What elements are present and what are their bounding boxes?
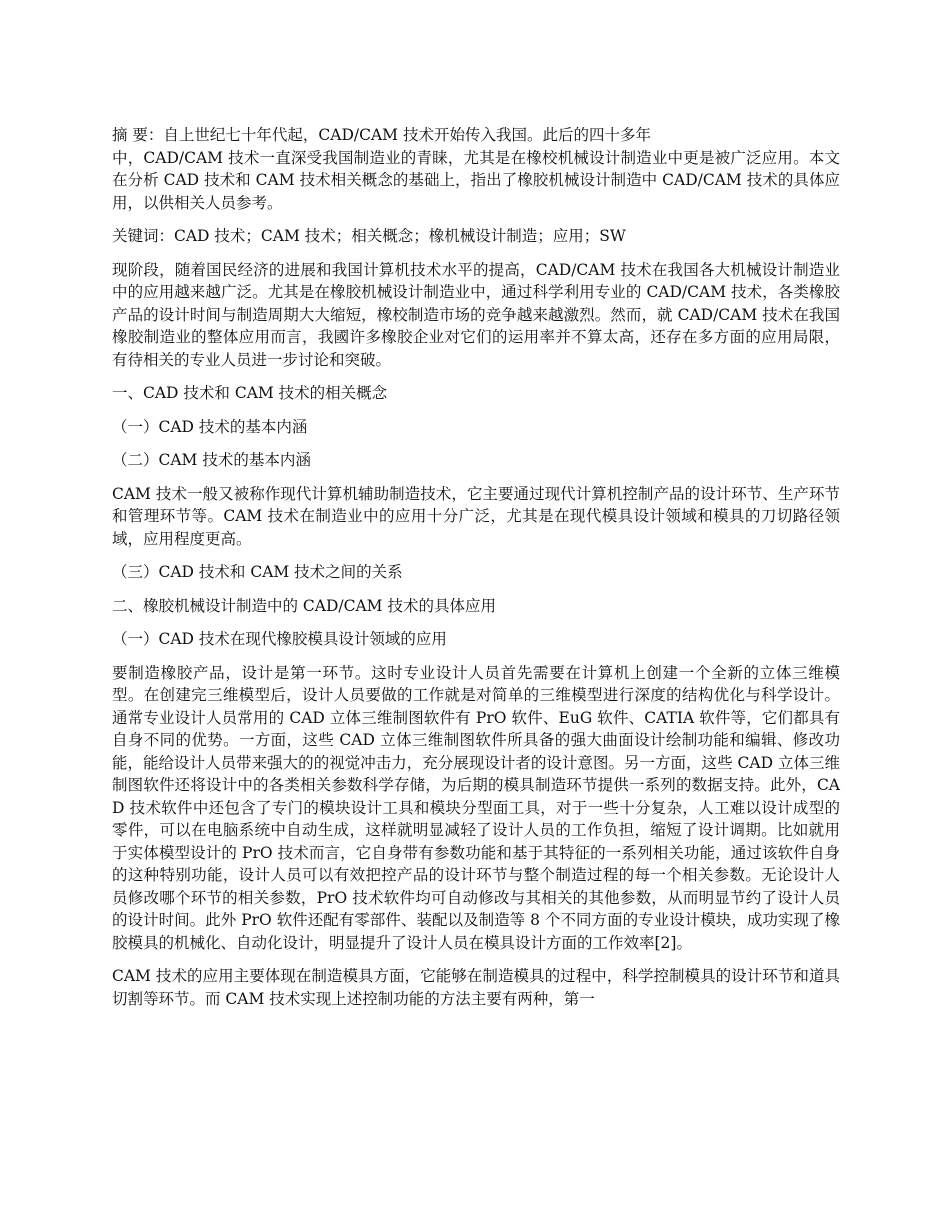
abstract-paragraph xyxy=(112,124,840,214)
section1-heading: 一、CAD 技术和 CAM 技术的相关概念 xyxy=(112,384,388,402)
section2-heading: 二、橡胶机械设计制造中的 CAD/CAM 技术的具体应用 xyxy=(112,596,496,615)
abstract-rest: 中，CAD/CAM 技术一直深受我国制造业的青睐，尤其是在橡校机械设计制造业中更是被广泛应用。本文在分析 CAD 技术和 CAM 技术相关概念的基础上，指出了橡胶机械设计制造中 CAD/CAM 技术的具体应用，以供相关人员参考。 xyxy=(112,148,840,212)
intro-paragraph: 现阶段，随着国民经济的进展和我国计算机技术水平的提高，CAD/CAM 技术在我国各大机械设计制造业中的应用越来越广泛。尤其是在橡胶机械设计制造业中，通过科学利用专业的 CAD/CAM 技术，各类橡胶产品的设计时间与制造周期大大缩短，橡校制造市场的竞争越来越激烈。然而，就 CAD/CAM 技术在我国橡胶制造业的整体应用而言，我國许多橡胶企业对它们的运用率并不算太高，还存在多方面的应用局限，有待相关的专业人员进一步讨论和突破。 xyxy=(112,260,840,369)
section1-sub1-heading: （一）CAD 技术的基本内涵 xyxy=(112,417,308,436)
section1-sub2-heading: （二）CAM 技术的基本内涵 xyxy=(112,451,311,469)
section1-sub2-paragraph: CAM 技术一般又被称作现代计算机辅助制造技术，它主要通过现代计算机控制产品的设计环节、生产环节和管理环节等。CAM 技术在制造业中的应用十分广泛，尤其是在现代模具设计领域和模具的刀切路径领域，应用程度更高。 xyxy=(112,484,840,548)
section2-sub1-paragraph: 要制造橡胶产品，设计是第一环节。这时专业设计人员首先需要在计算机上创建一个全新的立体三维模型。在创建完三维模型后，设计人员要做的工作就是对简单的三维模型进行深度的结构优化与科学设计。通常专业设计人员常用的 CAD 立体三维制图软件有 PrO 软件、EuG 软件、CATIA 软件等，它们都具有自身不同的优势。一方面，这些 CAD 立体三维制图软件所具备的强大曲面设计绘制功能和编辑、修改功能，能给设计人员带来强大的的视觉冲击力，充分展现设计者的设计意图。另一方面，这些 CAD 立体三维制图软件还将设计中的各类相关参数科学存储，为后期的模具制造环节提供一系列的数据支持。此外，CAD 技术软件中还包含了专门的模块设计工具和模块分型面工具，对于一些十分复杂，人工难以设计成型的零件，可以在电脑系统中自动生成，这样就明显减轻了设计人员的工作负担，缩短了设计调期。比如就用于实体模型设计的 PrO 技术而言，它自身带有参数功能和基于其特征的一系列相关功能，通过该软件自身的这种特别功能，设计人员可以有效把控产品的设计环节与整个制造过程的每一个相关参数。无论设计人员修改哪个环节的相关参数，PrO 技术软件均可自动修改与其相关的其他参数，从而明显节约了设计人员的设计时间。此外 PrO 软件还配有零部件、装配以及制造等 8 个不同方面的专业设计模块，成功实现了橡胶模具的机械化、自动化设计，明显提升了设计人员在模具设计方面的工作效率[2]。 xyxy=(112,663,840,952)
document-page xyxy=(112,124,840,1021)
section2-sub1-heading: （一）CAD 技术在现代橡胶模具设计领域的应用 xyxy=(112,630,447,648)
abstract-first-line: 摘 要：自上世纪七十年代起，CAD/CAM 技术开始传入我国。此后的四十多年 xyxy=(112,126,651,144)
cam-application-paragraph: CAM 技术的应用主要体现在制造模具方面，它能够在制造模具的过程中，科学控制模具的设计环节和道具切割等环节。而 CAM 技术实现上述控制功能的方法主要有两种，第一 xyxy=(112,967,840,1008)
keywords-line: 关键词：CAD 技术；CAM 技术；相关概念；橡机械设计制造；应用；SW xyxy=(112,227,626,245)
section1-sub3-heading: （三）CAD 技术和 CAM 技术之间的关系 xyxy=(112,563,403,581)
